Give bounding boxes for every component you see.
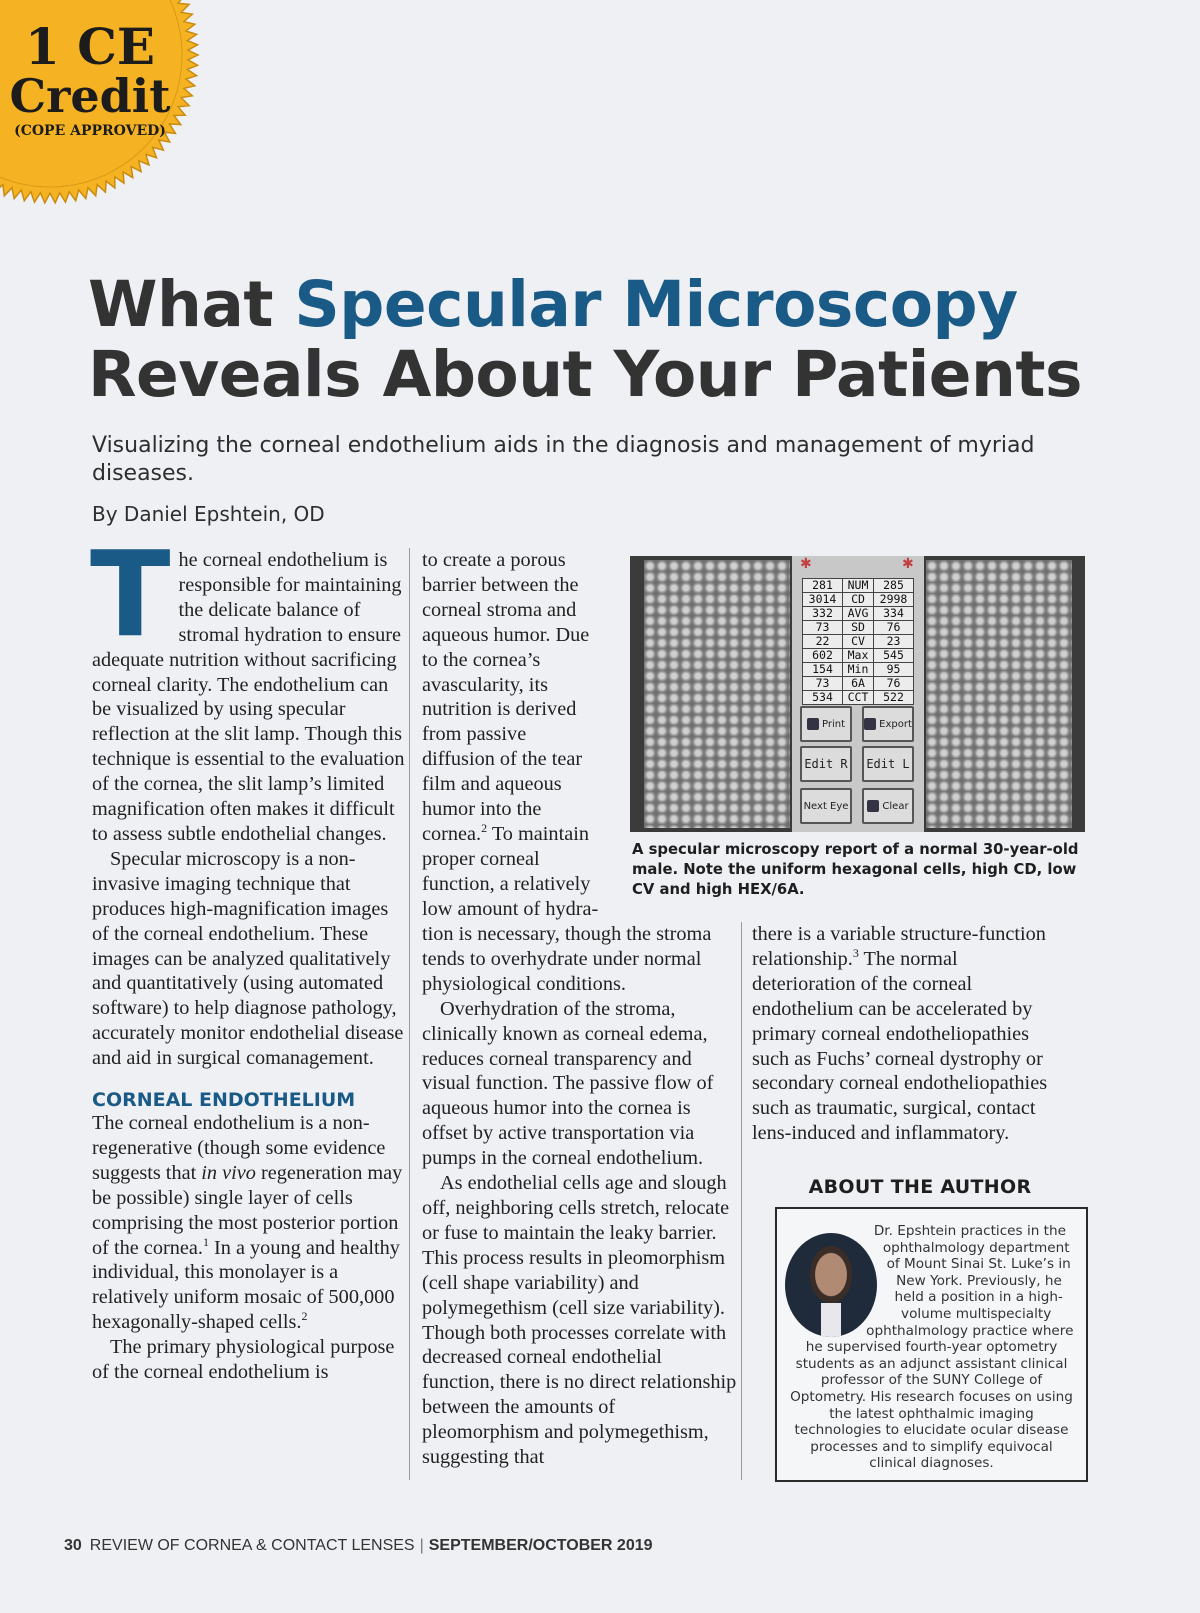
column-3	[752, 922, 1064, 1146]
report-table-row	[803, 691, 914, 705]
title-accent: Specular Microscopy	[294, 268, 1018, 341]
report-table-cell: CD	[843, 593, 874, 607]
report-table-cell: 2998	[873, 593, 913, 607]
badge-line-1: 1 CE	[24, 17, 156, 76]
report-table-row	[803, 607, 914, 621]
paragraph	[752, 922, 1064, 1146]
figure-caption: A specular microscopy report of a normal 30-year-old male. Note the uniform hexagonal cells, high CD, low CV and high HEX/6A.	[632, 841, 1079, 898]
title-part-1: What	[88, 268, 295, 341]
column-2-top	[422, 548, 604, 922]
next-eye-button[interactable]	[800, 788, 852, 824]
report-table-cell: 602	[803, 649, 843, 663]
report-table-cell: 285	[873, 579, 913, 593]
article-subtitle: Visualizing the corneal endothelium aids in the diagnosis and management of myriad diseases.	[92, 433, 1035, 486]
export-button[interactable]	[862, 706, 914, 742]
eraser-icon	[867, 800, 879, 812]
paragraph: The primary physiological purpose of the corneal endothelium is	[92, 1336, 395, 1384]
report-table-cell: CCT	[843, 691, 874, 705]
badge-line-2: Credit	[9, 69, 171, 123]
report-table-row	[803, 649, 914, 663]
reference-mark: 3	[852, 946, 859, 961]
marker-icon: ✱	[800, 556, 812, 572]
reference-mark: 2	[301, 1309, 308, 1324]
marker-icon: ✱	[902, 556, 914, 572]
article-title	[88, 270, 1148, 410]
edit-l-label: Edit L	[866, 757, 910, 771]
title-part-2: Reveals About Your Patients	[88, 338, 1082, 411]
column-divider	[741, 922, 742, 1480]
paragraph	[92, 1111, 407, 1335]
paragraph: Specular microscopy is a non-invasive imaging technique that produces high-magnification images of the corneal endothelium. These images can be analyzed qualitatively and quantitatively (using automated software) to help diagnose pathology, accurately monitor endothelial disease and aid in surgical comanagement.	[92, 847, 404, 1070]
badge-line-3: (COPE APPROVED)	[14, 123, 166, 139]
byline: By Daniel Epshtein, OD	[92, 502, 325, 526]
report-table-cell: 3014	[803, 593, 843, 607]
printer-icon	[807, 718, 819, 730]
report-table-cell: 73	[803, 677, 843, 691]
paragraph: Overhydration of the stroma, clinically known as corneal edema, reduces corneal transparency and visual function. The passive flow of aqueous humor into the cornea is offset by active transportation via pumps in the corneal endothelium.	[422, 997, 714, 1170]
endothelium-image-left-eye	[926, 560, 1072, 828]
report-table-cell: 545	[873, 649, 913, 663]
column-2-bottom	[422, 922, 737, 1470]
report-table-cell: CV	[843, 635, 874, 649]
report-table-row	[803, 621, 914, 635]
print-label: Print	[821, 718, 845, 730]
paragraph-text: In a young and healthy individual, this monolayer is a relatively uniform mosaic of 500,000 hexagonally-shaped cells.	[92, 1236, 400, 1334]
edit-l-button[interactable]	[862, 746, 914, 782]
column-1	[90, 525, 407, 1385]
drop-cap: T	[90, 525, 171, 663]
paragraph	[422, 548, 604, 922]
report-table-cell: 154	[803, 663, 843, 677]
about-author-heading: ABOUT THE AUTHOR	[808, 1176, 1032, 1198]
report-table	[802, 578, 914, 705]
report-table-cell: Min	[843, 663, 874, 677]
report-table-row	[803, 593, 914, 607]
report-table-cell: AVG	[843, 607, 874, 621]
report-table-cell: Max	[843, 649, 874, 663]
paragraph-text: To maintain proper corneal function, a relatively low amount of hydra-	[422, 822, 599, 920]
paragraph	[90, 525, 407, 847]
edit-r-button[interactable]	[800, 746, 852, 782]
report-table-cell: 522	[873, 691, 913, 705]
clear-button[interactable]	[862, 788, 914, 824]
paragraph: As endothelial cells age and slough off, neighboring cells stretch, relocate or fuse to maintain the leaky barrier. This process results in pleomorphism (cell shape variability) and polymegethism (cell size variability). Though both processes correlate with decreased corneal endothelial function, there is no direct relationship between the amounts of pleomorphism and polymegethism, suggesting that	[422, 1172, 737, 1469]
print-button[interactable]	[800, 706, 852, 742]
page-footer	[64, 1537, 653, 1555]
paragraph-text: to create a porous barrier between the corneal stroma and aqueous humor. Due to the cornea’s avascularity, its nutrition is derived from passive diffusion of the tear film and aqueous humor into the cornea.	[422, 549, 590, 845]
report-table-cell: SD	[843, 621, 874, 635]
section-heading: CORNEAL ENDOTHELIUM	[92, 1089, 356, 1112]
report-table-cell: 334	[873, 607, 913, 621]
endothelium-image-right-eye	[644, 560, 790, 828]
report-panel	[792, 556, 924, 832]
page-number: 30	[64, 1537, 82, 1554]
report-table-row	[803, 579, 914, 593]
report-table-cell: 73	[803, 621, 843, 635]
clear-label: Clear	[882, 800, 909, 812]
report-table-cell: NUM	[843, 579, 874, 593]
footer-separator: |	[419, 1537, 424, 1554]
about-author-text: Dr. Epshtein practices in the ophthalmology department of Mount Sinai St. Luke’s in New York. Previously, he held a position in a high-volume multispecialty ophthalmology practice where he supervised fourth-year optometry students as an adjunct assistant clinical professor of the SUNY College of Optometry. His research focuses on using the latest ophthalmic imaging technologies to elucidate ocular disease processes and to simplify equivocal clinical diagnoses.	[790, 1223, 1074, 1472]
about-author-box	[775, 1207, 1088, 1482]
journal-name: REVIEW OF CORNEA & CONTACT LENSES	[89, 1537, 415, 1554]
export-label: Export	[879, 718, 912, 730]
report-table-cell: 6A	[843, 677, 874, 691]
emphasis: in vivo	[201, 1161, 256, 1184]
report-table-row	[803, 663, 914, 677]
report-table-cell: 281	[803, 579, 843, 593]
report-table-row	[803, 677, 914, 691]
next-eye-label: Next Eye	[803, 800, 849, 812]
paragraph-text: The normal deterioration of the corneal endothelium can be accelerated by primary corneal endotheliopathies such as Fuchs’ corneal dystrophy or secondary corneal endotheliopathies such as traumatic, surgical, contact lens-induced and inflammatory.	[752, 947, 1048, 1145]
paragraph-text: he corneal endothelium is responsible for maintaining the delicate balance of stromal hydration to ensure adequate nutrition without sacrificing corneal clarity. The endothelium can be visualized by using specular reflection at the slit lamp. Though this technique is essential to the evaluation of the cornea, the slit lamp’s limited magnification often makes it difficult to assess subtle endothelial changes.	[92, 549, 405, 845]
paragraph: tion is necessary, though the stroma tends to overhydrate under normal physiological conditions.	[422, 923, 712, 995]
report-table-cell: 23	[873, 635, 913, 649]
report-table-cell: 95	[873, 663, 913, 677]
report-table-cell: 22	[803, 635, 843, 649]
specular-microscopy-figure	[630, 556, 1085, 832]
ce-credit-badge	[0, 0, 200, 205]
issue-date: SEPTEMBER/OCTOBER 2019	[428, 1537, 653, 1554]
paragraph-text: there is a variable structure-function relationship.	[752, 923, 1046, 970]
author-portrait	[785, 1233, 877, 1337]
report-table-cell: 76	[873, 621, 913, 635]
reference-mark: 2	[481, 821, 488, 836]
export-icon	[864, 718, 876, 730]
report-table-cell: 332	[803, 607, 843, 621]
reference-mark: 1	[202, 1234, 209, 1249]
paragraph-text: The corneal endothelium is a non-regenerative (though some evidence suggests that	[92, 1112, 386, 1184]
report-table-row	[803, 635, 914, 649]
report-table-cell: 534	[803, 691, 843, 705]
report-table-cell: 76	[873, 677, 913, 691]
edit-r-label: Edit R	[804, 757, 848, 771]
paragraph-text: regeneration may be possible) single layer of cells comprising the most posterior portion of the cornea.	[92, 1161, 403, 1259]
column-divider	[409, 548, 410, 1480]
